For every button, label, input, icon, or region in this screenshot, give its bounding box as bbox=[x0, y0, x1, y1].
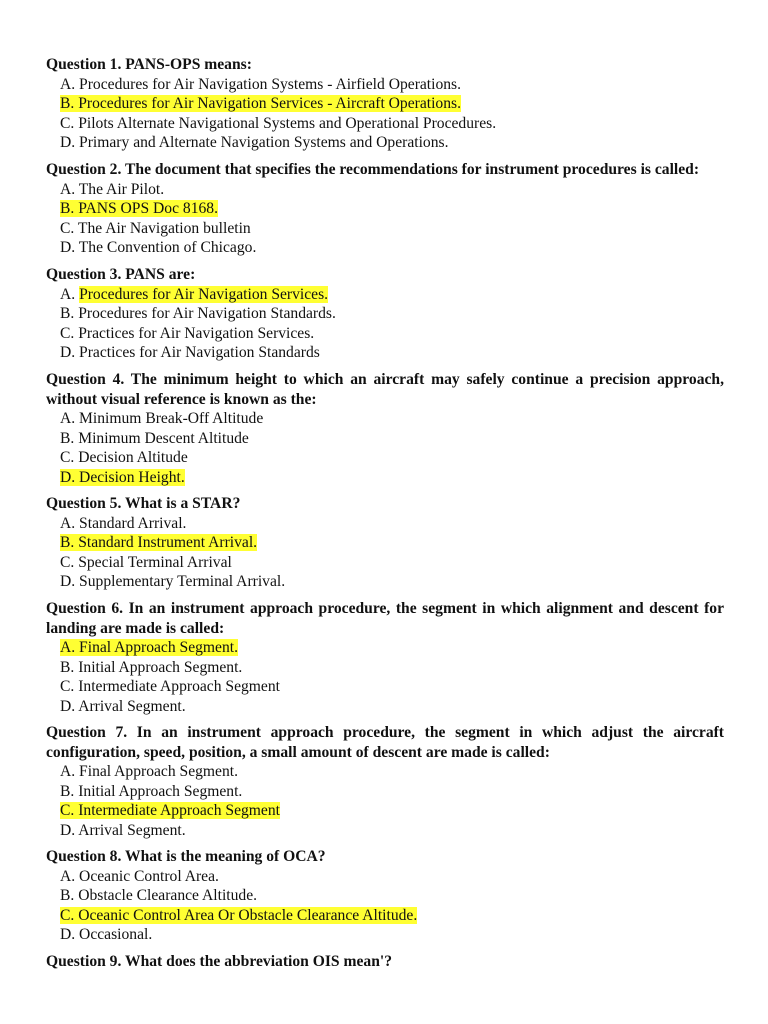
option-text: D. Supplementary Terminal Arrival. bbox=[60, 573, 286, 591]
option-prefix: A. bbox=[60, 285, 80, 303]
question-3 bbox=[46, 265, 724, 363]
option-list bbox=[46, 180, 724, 258]
option-a bbox=[60, 514, 724, 534]
question-6 bbox=[46, 599, 724, 716]
option-c bbox=[60, 677, 724, 697]
option-b bbox=[60, 886, 724, 906]
question-text: Question 2. The document that specifies the recommendations for instrument procedures is called: bbox=[46, 161, 700, 178]
option-text: D. Arrival Segment. bbox=[60, 697, 186, 715]
question-1 bbox=[46, 55, 724, 153]
option-b bbox=[60, 94, 724, 114]
question-text: Question 1. PANS-OPS means: bbox=[46, 56, 252, 73]
option-c bbox=[60, 219, 724, 239]
option-text: A. Minimum Break-Off Altitude bbox=[60, 410, 264, 427]
option-text: C. The Air Navigation bulletin bbox=[60, 219, 251, 237]
option-a bbox=[60, 285, 724, 305]
question-text: Question 3. PANS are: bbox=[46, 266, 196, 283]
option-text: A. Final Approach Segment. bbox=[60, 763, 239, 780]
option-text: D. Primary and Alternate Navigation Systems and Operations. bbox=[60, 134, 449, 152]
option-text: C. Pilots Alternate Navigational Systems and Operational Procedures. bbox=[60, 114, 497, 132]
question-text: Question 9. What does the abbreviation OIS mean'? bbox=[46, 953, 392, 970]
option-text: Procedures for Air Navigation Services. bbox=[79, 285, 329, 303]
question-text: Question 8. What is the meaning of OCA? bbox=[46, 848, 326, 865]
question-5 bbox=[46, 494, 724, 592]
option-text: C. Oceanic Control Area Or Obstacle Clearance Altitude. bbox=[60, 906, 418, 924]
option-text: B. Procedures for Air Navigation Services - Aircraft Operations. bbox=[60, 95, 461, 113]
question-8 bbox=[46, 847, 724, 945]
option-text: C. Special Terminal Arrival bbox=[60, 553, 232, 571]
option-text: D. The Convention of Chicago. bbox=[60, 239, 257, 257]
option-c bbox=[60, 553, 724, 573]
option-d bbox=[60, 468, 724, 488]
question-text: Question 7. In an instrument approach procedure, the segment in which adjust the aircraft configuration, speed, position, a small amount of descent are made is called: bbox=[46, 724, 724, 761]
option-b bbox=[60, 199, 724, 219]
option-c bbox=[60, 448, 724, 468]
option-d bbox=[60, 238, 724, 258]
option-text: C. Intermediate Approach Segment bbox=[60, 802, 280, 820]
option-text: D. Arrival Segment. bbox=[60, 821, 186, 839]
question-7 bbox=[46, 723, 724, 840]
option-list bbox=[46, 638, 724, 716]
option-b bbox=[60, 658, 724, 678]
option-c bbox=[60, 324, 724, 344]
option-d bbox=[60, 572, 724, 592]
option-d bbox=[60, 343, 724, 363]
option-text: B. Procedures for Air Navigation Standards. bbox=[60, 305, 336, 323]
option-text: B. Initial Approach Segment. bbox=[60, 782, 243, 800]
option-text: A. The Air Pilot. bbox=[60, 180, 165, 198]
option-text: A. Oceanic Control Area. bbox=[60, 867, 219, 885]
option-d bbox=[60, 697, 724, 717]
question-2 bbox=[46, 160, 724, 258]
option-a bbox=[60, 75, 724, 95]
option-list bbox=[46, 409, 724, 487]
option-c bbox=[60, 906, 724, 926]
option-list bbox=[46, 75, 724, 153]
option-text: B. Initial Approach Segment. bbox=[60, 658, 243, 676]
option-list bbox=[46, 867, 724, 945]
option-d bbox=[60, 821, 724, 841]
option-text: D. Occasional. bbox=[60, 926, 153, 944]
option-c bbox=[60, 801, 724, 821]
option-b bbox=[60, 429, 724, 449]
option-list bbox=[46, 285, 724, 363]
option-list bbox=[46, 514, 724, 592]
option-a bbox=[60, 409, 724, 429]
option-text: C. Decision Altitude bbox=[60, 449, 188, 467]
option-c bbox=[60, 114, 724, 134]
option-list bbox=[46, 762, 724, 840]
option-a bbox=[60, 867, 724, 887]
option-text: A. Standard Arrival. bbox=[60, 514, 187, 532]
option-text: B. Minimum Descent Altitude bbox=[60, 429, 249, 447]
option-text: C. Intermediate Approach Segment bbox=[60, 678, 280, 696]
option-text: D. Practices for Air Navigation Standards bbox=[60, 344, 320, 362]
option-d bbox=[60, 133, 724, 153]
option-b bbox=[60, 304, 724, 324]
option-text: B. Obstacle Clearance Altitude. bbox=[60, 887, 258, 905]
option-text: A. Final Approach Segment. bbox=[60, 639, 239, 656]
question-4 bbox=[46, 370, 724, 487]
option-text: B. PANS OPS Doc 8168. bbox=[60, 200, 219, 218]
option-a bbox=[60, 762, 724, 782]
question-text: Question 4. The minimum height to which an aircraft may safely continue a precision approach, without visual reference is known as the: bbox=[46, 371, 724, 408]
option-b bbox=[60, 782, 724, 802]
option-text: C. Practices for Air Navigation Services. bbox=[60, 324, 315, 342]
question-text: Question 5. What is a STAR? bbox=[46, 495, 241, 512]
option-a bbox=[60, 638, 724, 658]
question-9 bbox=[46, 952, 724, 972]
option-text: A. Procedures for Air Navigation Systems - Airfield Operations. bbox=[60, 75, 462, 93]
option-d bbox=[60, 925, 724, 945]
option-text: D. Decision Height. bbox=[60, 468, 185, 486]
question-text: Question 6. In an instrument approach procedure, the segment in which alignment and descent for landing are made is called: bbox=[46, 600, 724, 637]
option-b bbox=[60, 533, 724, 553]
option-a bbox=[60, 180, 724, 200]
option-text: B. Standard Instrument Arrival. bbox=[60, 534, 258, 552]
